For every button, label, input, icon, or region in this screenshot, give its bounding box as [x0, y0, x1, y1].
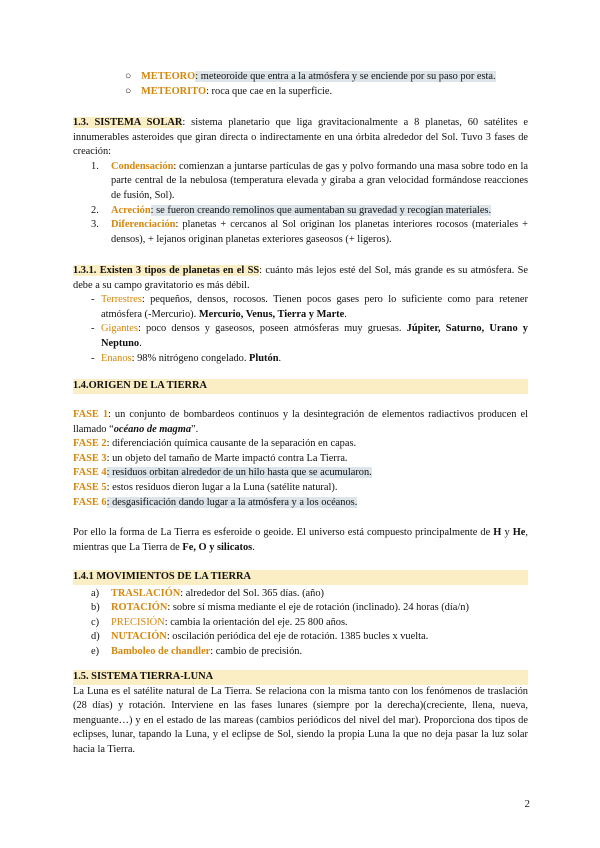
list-item: d) NUTACIÓN: oscilación periódica del eje de rotación. 1385 bucles x vuelta. [91, 631, 429, 643]
fase-item: FASE 5: estos residuos dieron lugar a la Luna (satélite natural). [73, 481, 338, 493]
list-item: - Terrestres: pequeños, densos, rocosos. Tienen pocos gases pero lo suficiente como para retener atmósfera (-Mercurio). Mercurio, Venus, Tierra y Marte. [91, 294, 528, 320]
section-paragraph: 1.3.1. Existen 3 tipos de planetas en el SS: cuánto más lejos esté del Sol, más grande es su atmósfera. Se debe a su campo gravitatorio es más débil. [73, 265, 528, 291]
section-movimientos [73, 570, 528, 660]
section-heading: 1.3.1. Existen 3 tipos de planetas en el SS [73, 265, 260, 276]
list-item: - Gigantes: poco densos y gaseosos, poseen atmósferas muy gruesas. Júpiter, Saturno, Urano y Neptuno. [91, 323, 529, 349]
fase-item: FASE 3: un objeto del tamaño de Marte impactó contra La Tierra. [73, 452, 348, 464]
section-heading: 1.5. SISTEMA TIERRA-LUNA [73, 670, 528, 685]
list-item: c) PRECISIÓN: cambia la orientación del eje. 25 800 años. [91, 616, 348, 628]
list-item: - Enanos: 98% nitrógeno congelado. Plutón. [91, 352, 282, 364]
list-item: ○ METEORITO: roca que cae en la superficie. [125, 85, 333, 97]
fase-item: FASE 1: un conjunto de bombardeos continuos y la desintegración de elementos radiactivos producen el llamado “océano de magma”. [73, 409, 528, 435]
term: METEORO [141, 71, 196, 82]
list-item: ○ METEORO: meteoroide que entra a la atmósfera y se enciende por su paso por esta. [125, 71, 496, 82]
fase-item: FASE 4: residuos orbitan alrededor de un hilo hasta que se acumularon. [73, 467, 372, 479]
fases-list [73, 408, 528, 510]
section-paragraph: La Luna es el satélite natural de La Tierra. Se relaciona con la misma tanto con los fenómenos de traslación (28 días) y rotación. Interviene en las fases lunares (siempre por la derecha)(creciente, llena, nueva, menguante…) y en el estado de las mareas (cambios periódicos del nivel del mar). Proporciona dos tipos de eclipses, lunar, tapando la Luna, y el eclipse de Sol, siendo la propia Luna la que no deja pasar la luz solar hacia la Tierra. [73, 685, 528, 755]
list-item: 2. Acreción: se fueron creando remolinos que aumentaban su gravedad y recogían materiales. [91, 204, 492, 216]
list-item: e) Bamboleo de chandler: cambio de precisión. [91, 645, 303, 657]
section-tierra-luna [73, 670, 528, 758]
list-item: 3. Diferenciación: planetas + cercanos al Sol originan los planetas interiores rocosos (materiales + densos), + lejanos originan planetas exteriores gaseosos (+ ligeros). [91, 219, 528, 245]
meteor-list [73, 70, 528, 99]
section-sistema-solar [73, 116, 528, 247]
section-origen-tierra [73, 379, 528, 394]
section-heading: 1.4.1 MOVIMIENTOS DE LA TIERRA [73, 570, 528, 585]
page-number: 2 [524, 798, 530, 810]
section-heading: 1.3. SISTEMA SOLAR [73, 117, 183, 128]
list-item: b) ROTACIÓN: sobre sí misma mediante el eje de rotación (inclinado). 24 horas (día/n) [91, 602, 469, 614]
list-item: a) TRASLACIÓN: alrededor del Sol. 365 días. (año) [91, 587, 324, 599]
list-item: 1. Condensación: comienzan a juntarse partículas de gas y polvo formando una masa sobre todo en la parte central de la nebulosa (temperatura elevada y giraba a gran velocidad formándose reacciones de fusión, Sol). [91, 160, 528, 201]
fase-item: FASE 2: diferenciación química causante de la separación en capas. [73, 438, 357, 450]
section-paragraph: 1.3. SISTEMA SOLAR: sistema planetario que liga gravitacionalmente a 8 planetas, 60 satélites e innumerables asteroides que giran directa o indirectamente en una órbita alrededor del Sol. Tuvo 3 fases de creación: [73, 117, 528, 158]
term: METEORITO [141, 85, 207, 97]
fase-item: FASE 6: desgasificación dando lugar a la atmósfera y a los océanos. [73, 496, 358, 508]
section-tipos-planetas [73, 264, 528, 366]
origen-closing: Por ello la forma de La Tierra es esferoide o geoide. El universo está compuesto principalmente de H y He, mientras que La Tierra de Fe, O y silicatos. [73, 527, 528, 553]
section-heading: 1.4.ORIGEN DE LA TIERRA [73, 379, 528, 394]
